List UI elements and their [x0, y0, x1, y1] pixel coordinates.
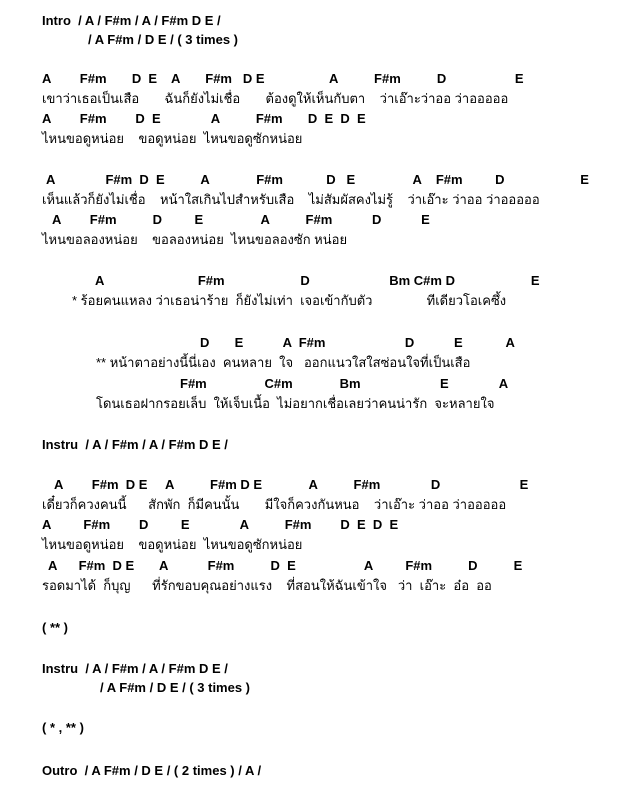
repeat-chorus-2: ( ** )	[42, 620, 68, 635]
verse3-lyrics-3: รอดมาได้ ก็บุญ ที่รักขอบคุณอย่างแรง ที่สอนให้ฉันเข้าใจ ว่า เอ๊าะ อ๋อ ออ	[42, 578, 492, 593]
verse1-lyrics-2: ไหนขอดูหน่อย ขอดูหน่อย ไหนขอดูซักหน่อย	[42, 131, 303, 146]
instrumental-2-line-1: Instru / A / F#m / A / F#m D E /	[42, 661, 228, 676]
intro-line-2: / A F#m / D E / ( 3 times )	[88, 32, 239, 47]
verse2-lyrics-2: ไหนขอลองหน่อย ขอลองหน่อย ไหนขอลองซัก หน่อย	[42, 232, 348, 247]
verse3-lyrics-1: เดี๋ยวก็ควงคนนี้ สักพัก ก็มีคนนั้น มีใจก็ควงกันหนอ ว่าเอ๊าะ ว่าออ ว่าอออออ	[42, 497, 507, 512]
verse2-chords-2: A F#m D E A F#m D E	[52, 212, 430, 227]
verse1-chords-1: A F#m D E A F#m D E A F#m D E	[42, 71, 524, 86]
chorus2-chords-2: F#m C#m Bm E A	[180, 376, 509, 391]
chorus2-lyrics-2: โดนเธอฝากรอยเล็บ ให้เจ็บเนื้อ ไม่อยากเชื่อเลยว่าคนน่ารัก จะหลายใจ	[96, 396, 495, 411]
verse3-chords-3: A F#m D E A F#m D E A F#m D E	[48, 558, 523, 573]
intro-line-1: Intro / A / F#m / A / F#m D E /	[42, 13, 221, 28]
outro-line: Outro / A F#m / D E / ( 2 times ) / A /	[42, 763, 262, 778]
chorus1-lyrics: * ร้อยคนแหลง ว่าเธอน่าร้าย ก็ยังไม่เท่า เจอเข้ากับตัว ทีเดียวโอเคซึ้ง	[72, 293, 507, 308]
verse1-lyrics-1: เขาว่าเธอเป็นเสือ ฉันก็ยังไม่เชื่อ ต้องดูให้เห็นกับตา ว่าเอ๊าะว่าออ ว่าอออออ	[42, 91, 509, 106]
instrumental-1: Instru / A / F#m / A / F#m D E /	[42, 437, 228, 452]
repeat-both-choruses: ( * , ** )	[42, 720, 84, 735]
verse3-lyrics-2: ไหนขอดูหน่อย ขอดูหน่อย ไหนขอดูซักหน่อย	[42, 537, 303, 552]
chorus1-chords: A F#m D Bm C#m D E	[95, 273, 540, 288]
chorus2-lyrics-1: ** หน้าตาอย่างนี้นี่เอง คนหลาย ใจ ออกแนวใสใสซ่อนใจที่เป็นเสือ	[96, 355, 471, 370]
verse1-chords-2: A F#m D E A F#m D E D E	[42, 111, 366, 126]
verse3-chords-1: A F#m D E A F#m D E A F#m D E	[54, 477, 529, 492]
verse2-lyrics-1: เห็นแล้วก็ยังไม่เชื่อ หน้าใสเกินไปสำหรับเสือ ไม่สัมผัสคงไม่รู้ ว่าเอ๊าะ ว่าออ ว่าอออออ	[42, 192, 540, 207]
chorus2-chords-1: D E A F#m D E A	[200, 335, 515, 350]
verse3-chords-2: A F#m D E A F#m D E D E	[42, 517, 399, 532]
verse2-chords-1: A F#m D E A F#m D E A F#m D E	[46, 172, 589, 187]
instrumental-2-line-2: / A F#m / D E / ( 3 times )	[100, 680, 251, 695]
